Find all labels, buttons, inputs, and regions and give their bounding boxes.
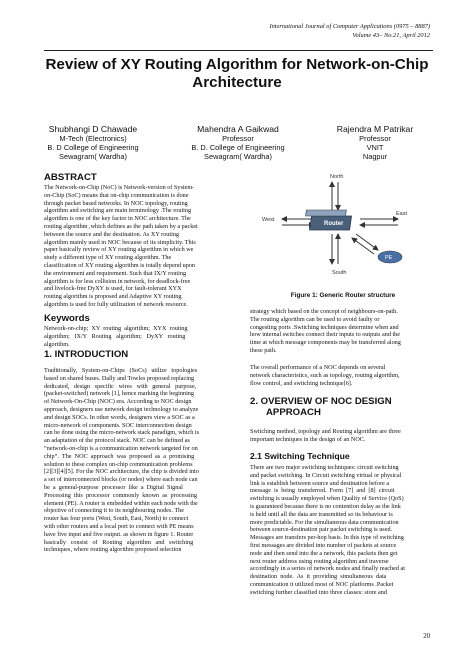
text-line: and packet switching. In Circuit switching virtual or physical <box>250 471 402 479</box>
text-line: study a different type of XY routing algorithm. The <box>44 254 172 262</box>
subsection-2-1-heading: 2.1 Switching Technique <box>250 451 350 461</box>
east-label: East <box>396 211 408 217</box>
text-line: Traditionally, System-on-Chips (SoCs) utilize topologies <box>44 367 198 374</box>
text-line: between source-destination pair packet switching is used. <box>250 526 393 534</box>
author-3 <box>316 124 434 161</box>
text-line: can be done using the micro-network stack paradigm, which is <box>44 429 199 437</box>
text-line: an adaptation of the protocol stack. NOC can be defined as <box>44 437 190 445</box>
section-2-heading-line-1: 2. OVERVIEW OF NOC DESIGN <box>250 396 392 407</box>
text-line: have five input and five output. as shown in figure 1. Router <box>44 530 194 538</box>
text-line: congesting ports .Switching techniques determine when and <box>250 323 399 331</box>
text-line: between the source and the destination. As XY routing <box>44 230 180 238</box>
author-affiliation: VNIT <box>366 143 384 152</box>
text-line: these path. <box>250 346 277 354</box>
text-line: dedicated, design specific wires with general purpose, <box>44 382 197 390</box>
author-1 <box>34 124 152 161</box>
author-affiliation: B. D. College of Engineering <box>191 143 285 152</box>
text-line: There are two major switching techniques: circuit switching <box>250 464 399 471</box>
text-line: switching further classified into three classes: store and <box>250 588 387 596</box>
keywords-heading: Keywords <box>44 313 90 324</box>
author-name: Mahendra A Gaikwad <box>197 124 279 134</box>
text-line: Switching method, topology and Routing algorithm are three <box>250 428 401 435</box>
text-line: based on shared buses. Dally and Towles proposed replacing <box>44 374 195 382</box>
text-line: strategy which based on the concept of neighbours-on-path. <box>250 308 398 315</box>
author-2 <box>175 124 301 161</box>
author-name: Rajendra M Patrikar <box>336 124 414 134</box>
author-name: Shubhangi D Chawade <box>48 124 138 134</box>
text-line: router has four ports (West, South, East, North) to connect <box>44 515 189 523</box>
intro-body <box>44 367 234 554</box>
text-line: Processing this processor commonly known as processing <box>44 491 197 499</box>
section-2-heading <box>250 396 436 418</box>
text-line: next router address using routing algorithm and traverse <box>250 557 389 565</box>
pe-out-arrow <box>356 234 378 250</box>
text-line: micro-network of components. SOC interconnection design <box>44 421 192 429</box>
text-line: through packet based networks. In NOC topology, routing <box>44 199 188 207</box>
author-affiliation: B. D College of Engineering <box>47 143 139 152</box>
author-role: M-Tech (Electronics) <box>59 134 127 143</box>
journal-volume: Volume 43– No.21, April 2012 <box>352 32 430 39</box>
text-line: [2][3][4][5]. For the NOC architecture, the chip is divided into <box>44 468 199 476</box>
text-line: approach, designers use network design technology to analyze <box>44 405 199 413</box>
text-line: message is being transferred. Form [7] and [8] circuit <box>250 487 395 495</box>
text-line: time at which message components may be transferred along <box>250 339 401 347</box>
paper-title <box>30 56 444 92</box>
text-line: Messages are transfers per-hop basis. In this type of switching <box>250 534 404 542</box>
text-line: and design SOCs. In other words, designers view a SOC as a <box>44 413 195 421</box>
intro-heading: 1. INTRODUCTION <box>44 349 129 360</box>
keywords-body <box>44 325 234 348</box>
text-line: more predictable. For the simultaneous data communication <box>250 518 399 526</box>
router-figure <box>252 170 434 282</box>
south-label: South <box>332 270 347 276</box>
text-line: objective of connecting it to its neighbouring nodes. The <box>44 507 184 515</box>
text-line: algorithm is one of the key factor in NOC architecture. The <box>44 215 191 223</box>
text-line: be a general-purpose processor like a Digital Signal <box>44 483 183 491</box>
right-para-4 <box>250 464 436 597</box>
page-number: 20 <box>423 633 430 640</box>
text-line: The Network-on-Chip (NoC) is Network-version of System- <box>44 184 195 191</box>
text-line: on-Chip (SoC) means that on-chip communication is done <box>44 191 189 199</box>
router-box <box>306 210 352 230</box>
text-line: algorithm and switching are main terminology .The routing <box>44 207 192 215</box>
text-line: The overall performance of a NOC depends on several <box>250 364 386 371</box>
text-line: “network-on-chip is a communication network targeted for on <box>44 444 198 452</box>
abstract-heading: ABSTRACT <box>44 172 97 183</box>
text-line: element (PE). A router is embedded within each node with the <box>44 499 198 507</box>
header-rule <box>44 50 433 51</box>
text-line: paper basically review of XY routing algorithm in which we <box>44 246 194 254</box>
text-line: Network-on-chip; XY routing algorithm; XYX routing <box>44 325 188 332</box>
text-line: switching is usually employed when Quality of Service (QoS) <box>250 495 404 503</box>
text-line: routing algorithm is proposed and Adaptive XY routing <box>44 293 182 301</box>
text-line: and livelock-free DyXY is used, for fault-tolerant XYX <box>44 285 182 293</box>
right-para-3 <box>250 428 436 444</box>
text-line: classification of XY routing algorithm is totally depend upon <box>44 261 195 269</box>
pe-in-arrow <box>352 238 374 254</box>
pe-label: PE <box>385 255 393 261</box>
right-para-1 <box>250 308 436 355</box>
section-2-heading-line-2: APPROACH <box>266 407 321 418</box>
text-line: algorithm; IX/Y Routing algorithm; DyXY routing <box>44 332 186 340</box>
abstract-body <box>44 184 234 309</box>
text-line: accordingly in a series of network nodes and finally reached at <box>250 565 405 573</box>
author-location: Sewagram( Wardha) <box>204 152 272 161</box>
figure-caption: Figure 1: Generic Router structure <box>290 292 396 299</box>
text-line: is guaranteed because there is no contention delay as the link <box>250 502 401 510</box>
text-line: algorithm is for less collision in network, for deadlock-free <box>44 277 191 285</box>
author-role: Professor <box>222 134 254 143</box>
text-line: with other routers and a local port to connect with PE means <box>44 522 194 530</box>
west-label: West <box>262 217 275 223</box>
text-line: network characteristics, such as topology, routing algorithm, <box>250 371 400 379</box>
text-line: communication it utilized most of NOC platforms .Packet <box>250 580 394 588</box>
text-line: of Network-On-Chip (NOC) era. According to NOC design <box>44 398 192 406</box>
text-line: important techniques in the design of an NOC. <box>250 435 366 443</box>
text-line: flow control, and switching technique[6]. <box>250 379 353 387</box>
text-line: node and then send into the a network, this packets then get <box>250 549 398 557</box>
text-line: (packet-switched) network [1], hence marking the beginning <box>44 390 194 398</box>
text-line: first messages are divided into number of packets at source <box>250 541 397 549</box>
router-label: Router <box>324 221 344 227</box>
text-line: basically consist of Routing algorithm and switching <box>44 538 194 546</box>
text-line: link is establish between source and destination before a <box>250 479 390 487</box>
journal-name: International Journal of Computer Applications (0975 – 8887) <box>269 23 430 30</box>
text-line: techniques, where routing algorithm proposed selection <box>44 546 182 554</box>
text-line: algorithm. <box>44 340 70 348</box>
right-para-2 <box>250 364 436 387</box>
author-location: Nagpur <box>362 152 388 161</box>
title-line-1: Review of XY Routing Algorithm for Network-on-Chip <box>45 56 429 73</box>
text-line: chip”. The NOC approach was proposed as a promising <box>44 452 195 460</box>
text-line: how internal switches connect their inputs to outputs and the <box>250 331 401 339</box>
text-line: the environment and requirement. Such that IX/Y routing <box>44 269 187 277</box>
text-line: destination node. As it providing simultaneous data <box>250 573 387 581</box>
text-line: a set of interconnected blocks (or nodes) where each node can <box>44 476 198 484</box>
text-line: is held until all the data are transmitted so its behaviour is <box>250 510 393 518</box>
text-line: solution to these complex on-chip communication problems <box>44 460 193 468</box>
text-line: The routing algorithm can be used to avoid faulty or <box>250 315 380 323</box>
journal-header <box>269 22 430 40</box>
text-line: algorithm is used for fully utilization of network resource. <box>44 300 188 308</box>
author-role: Professor <box>359 134 391 143</box>
title-line-2: Architecture <box>192 74 282 91</box>
author-location: Sewagram( Wardha) <box>59 152 127 161</box>
north-label: North <box>330 174 344 180</box>
text-line: algorithm mainly used in NOC because of its simplicity. This <box>44 238 196 246</box>
pe-node <box>378 251 402 263</box>
text-line: routing algorithm ,which defines as the path taken by a packet <box>44 222 198 230</box>
